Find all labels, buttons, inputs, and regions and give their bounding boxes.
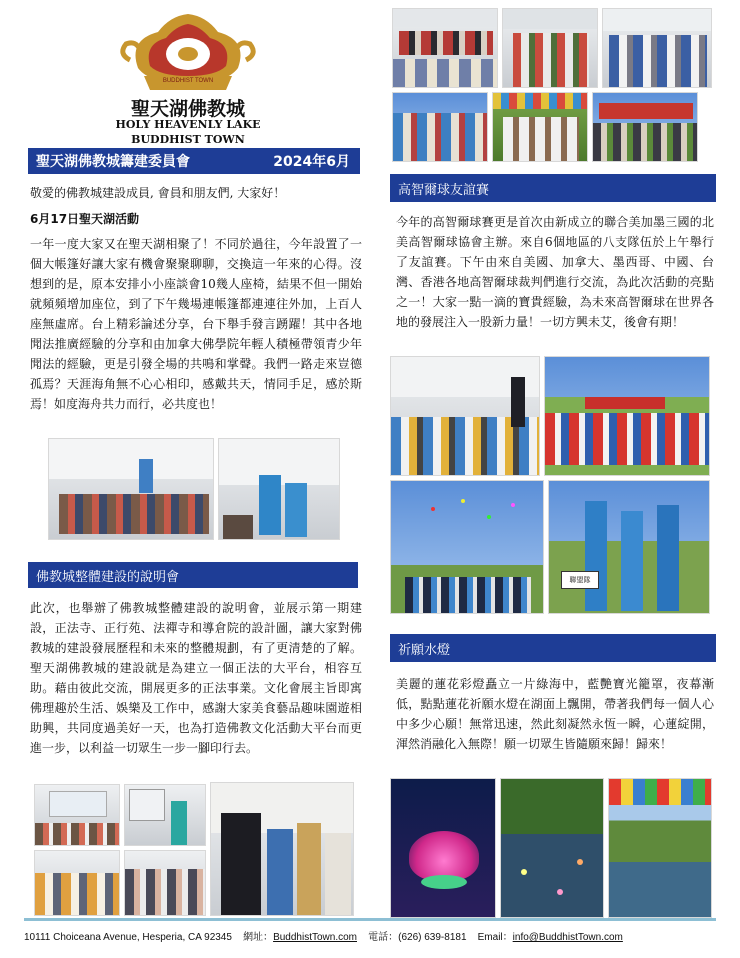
section4-heading: 祈願水燈	[398, 642, 451, 658]
footer-email-link[interactable]: info@BuddhistTown.com	[512, 932, 623, 943]
footer-email-label: Email：	[477, 932, 513, 943]
team-sign: 聯盟隊	[561, 571, 599, 589]
referees-meeting-photo	[390, 356, 540, 476]
crafts-table-photo	[392, 92, 488, 162]
lake-lanterns-photo	[500, 778, 604, 918]
outdoor-booth-photo	[492, 92, 588, 162]
lotus-logo-icon	[108, 10, 268, 98]
section4-body: 美麗的蓮花彩燈矗立一片綠海中，藍艷寶光籠罩，夜幕漸低，點點蓮花祈願水燈在湖面上飄開，帶著我們每一個人心中多少心願！無常迅速，然此刻凝然永恆一瞬，心蓮綻開，渾然消融化入無際！願一切眾生皆隨願來歸！歸來！	[396, 677, 714, 751]
section1-body: 一年一度大家又在聖天湖相聚了！不同於過往，今年設置了一個大帳篷好讓大家有機會聚聚聊聊，交換這一年來的心得。沒想到的是，原本安排小小座談會10幾人座椅，結果不但一開始就頻頻增加座位，到了下午幾場連帳篷都連連往外加，上百人座無虛席。台上精彩論述分享，台下舉手發言踴躍！其中各地聞法推廣經驗的分享和由加拿大佛學院年輕人積極帶領青少年聞法的經驗，更是引發全場的共鳴和掌聲。我們一路走來豈德孤焉？天涯海角無不心心相印，感戴共天，情同手足，感於斯焉！如度海舟共力而行，必共度也！	[30, 237, 362, 411]
issue-date: 2024年6月	[273, 154, 350, 170]
section4-heading-bar	[390, 634, 716, 662]
logo-english-line1: HOLY HEAVENLY LAKE	[115, 118, 261, 131]
presentation-photo-1	[34, 784, 120, 846]
section2-heading-bar	[28, 562, 358, 588]
newsletter-title-bar	[28, 148, 360, 174]
booth-photo-1	[392, 8, 498, 88]
section2-heading: 佛教城整體建設的說明會	[36, 569, 180, 585]
exhibition-visitors-photo	[210, 782, 354, 916]
footer-address: 10111 Choiceana Avenue, Hesperia, CA 92345	[24, 932, 232, 943]
footer-divider	[24, 918, 716, 921]
section3-body: 今年的高智爾球賽更是首次由新成立的聯合美加墨三國的北美高智爾球協會主辦。來自6個地區的八支隊伍於上午舉行了友誼賽。下午由來自美國、加拿大、墨西哥、中國、台灣、香港各地高智爾球裁判們進行交流，為此次活動的亮點之一！大家一點一滴的寶貴經驗，為未來高智爾球在世界各地的發展注入一股新力量！一切方興未艾，後會有期！	[396, 215, 714, 329]
audience-photo-1	[34, 850, 120, 916]
logo-english-line2: BUDDHIST TOWN	[131, 133, 245, 146]
tent-gathering-photo	[48, 438, 214, 540]
red-canopy-photo	[592, 92, 698, 162]
logo-ribbon-text: BUDDHIST TOWN	[162, 78, 214, 84]
footer-phone: (626) 639-8181	[398, 932, 467, 943]
presentation-photo-2	[124, 784, 206, 846]
team-group-photo-1	[544, 356, 710, 476]
team-group-photo-2	[548, 480, 710, 614]
section3-heading-bar	[390, 174, 716, 202]
lotus-lantern-photo	[390, 778, 496, 918]
footer-website-link[interactable]: BuddhistTown.com	[273, 932, 357, 943]
booth-photo-3	[602, 8, 712, 88]
organization-name: 聖天湖佛教城籌建委員會	[36, 154, 190, 170]
section1-heading: 6月17日聖天湖活動	[30, 212, 140, 226]
logo-chinese-name: 聖天湖佛教城	[130, 98, 245, 120]
greeting: 敬愛的佛教城建設成員, 會員和朋友們, 大家好！	[30, 186, 286, 200]
balloons-photo	[390, 480, 544, 614]
speaker-photo	[218, 438, 340, 540]
prayer-flags-lake-photo	[608, 778, 712, 918]
logo	[108, 10, 268, 150]
booth-photo-2	[502, 8, 598, 88]
section3-heading: 高智爾球友誼賽	[398, 182, 490, 198]
footer-web-label: 網址：	[243, 932, 274, 943]
audience-photo-2	[124, 850, 206, 916]
section2-body: 此次，也舉辦了佛教城整體建設的說明會，並展示第一期建設，正法寺、正行苑、法禪寺和導倉院的設計圖，讓大家對佛教城的建設發展歷程和未來的整體規劃，有了更清楚的了解。聖天湖佛教城的建設就是為建立一個正法的大平台，相容互助。藉由彼此交流，開展更多的正法事業。文化會展主旨即寓佛理趣於生活、娛樂及工作中，感謝大家美食藝品趣味園遊相助興，共同度過美好一天，也為打造佛教文化活動大平台而更進一步，以利益一切眾生一步一腳印行去。	[30, 601, 362, 755]
footer-contact	[24, 928, 716, 943]
footer-phone-label: 電話：	[368, 932, 399, 943]
